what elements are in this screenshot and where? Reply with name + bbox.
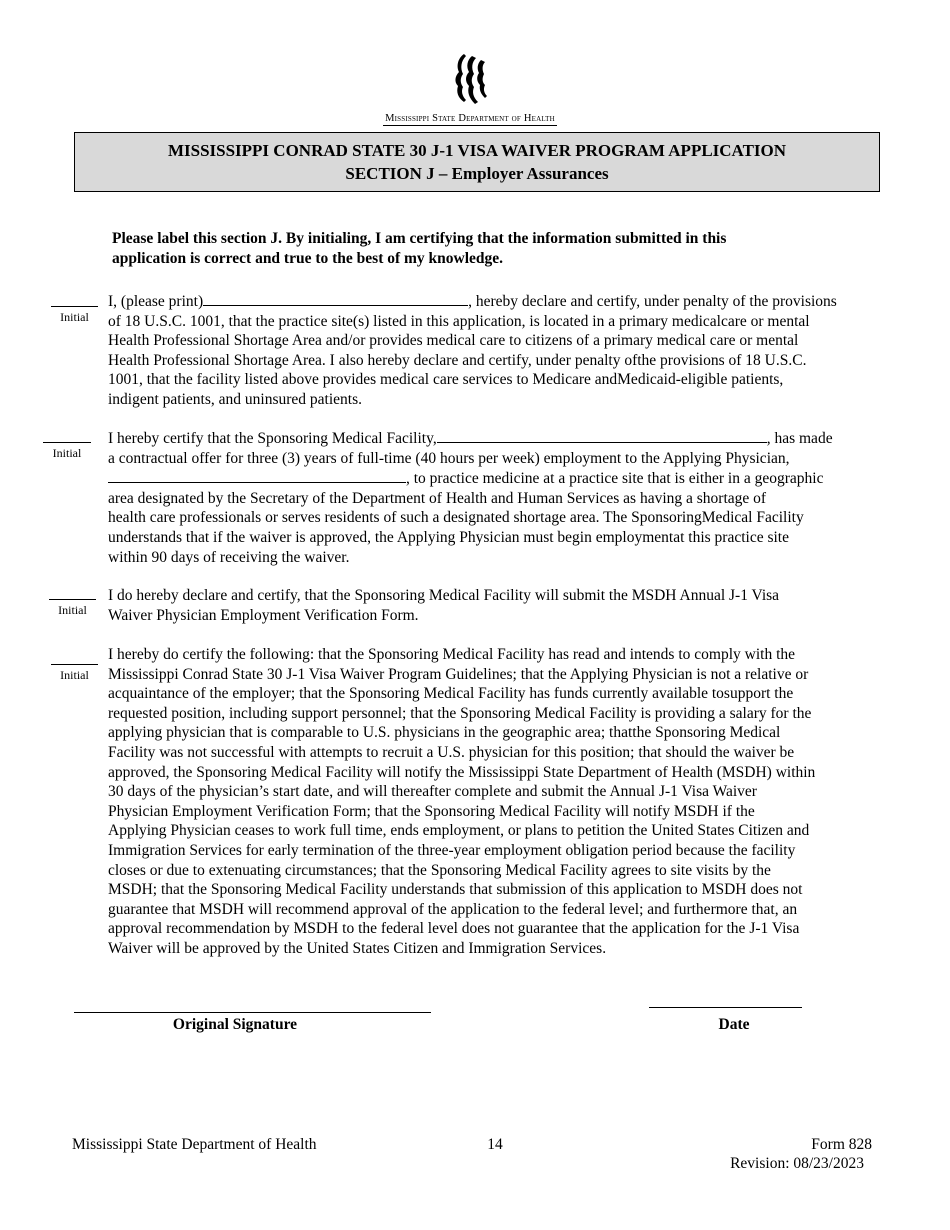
- paragraph-line: approval recommendation by MSDH to the federal level does not guarantee that the application for the J-1 Visa: [108, 920, 800, 938]
- initial-label: Initial: [58, 603, 87, 617]
- initial-field-1[interactable]: [51, 306, 98, 324]
- paragraph-line: applying physician that is comparable to U.S. physicians in the geographic area; thatthe Sponsoring Medical: [108, 724, 781, 742]
- msdh-logo: [360, 52, 580, 126]
- assurance-paragraph-1: [108, 291, 890, 410]
- print-name-label: I, (please print): [108, 293, 204, 310]
- assurance-paragraph-4: [108, 645, 890, 959]
- paragraph-line: Waiver will be approved by the United States Citizen and Immigration Services.: [108, 939, 607, 957]
- paragraph-line: within 90 days of receiving the waiver.: [108, 548, 350, 566]
- paragraph-line: I do hereby declare and certify, that the Sponsoring Medical Facility will submit the MSDH Annual J-1 Visa: [108, 587, 780, 604]
- title-box: [74, 132, 880, 192]
- paragraph-line: understands that if the waiver is approved, the Applying Physician must begin employmentat this practice site: [108, 528, 789, 546]
- msdh-logo-icon: [450, 52, 490, 108]
- section-title: SECTION J – Employer Assurances: [345, 164, 609, 183]
- initial-field-3[interactable]: [49, 599, 96, 617]
- paragraph-line: approved, the Sponsoring Medical Facility will notify the Mississippi State Department of Health (MSDH) within: [108, 763, 816, 781]
- paragraph-line: Waiver Physician Employment Verification Form.: [108, 606, 419, 624]
- facility-label: I hereby certify that the Sponsoring Medical Facility,: [108, 430, 437, 447]
- paragraph-text: , has made: [766, 430, 833, 447]
- paragraph-line: closes or due to extenuating circumstances; that the Sponsoring Medical Facility agrees to site visits by the: [108, 861, 771, 879]
- date-field[interactable]: [649, 1007, 802, 1008]
- paragraph-line: 30 days of the physician’s start date, and will thereafter complete and submit the Annual J-1 Visa Waiver: [108, 783, 757, 801]
- revision-date: Revision: 08/23/2023: [730, 1155, 864, 1172]
- assurance-paragraph-2: [108, 428, 890, 567]
- paragraph-line: a contractual offer for three (3) years of full-time (40 hours per week) employment to the Applying Physician,: [108, 449, 790, 467]
- assurance-paragraph-3: [108, 586, 890, 625]
- paragraph-line: Facility was not successful with attempts to recruit a U.S. physician for this position; that should the waiver be: [108, 743, 795, 761]
- paragraph-line: Health Professional Shortage Area and/or provides medical care to citizens of a primary medical care or mental: [108, 332, 799, 350]
- signature-field[interactable]: [74, 1012, 431, 1013]
- paragraph-line: Applying Physician ceases to work full time, ends employment, or plans to petition the United States Citizen and: [108, 822, 810, 840]
- paragraph-line: indigent patients, and uninsured patients.: [108, 390, 362, 408]
- signature-label: Original Signature: [172, 1016, 298, 1033]
- paragraph-text: , hereby declare and certify, under penalty of the provisions: [468, 293, 837, 310]
- paragraph-line: 1001, that the facility listed above provides medical care services to Medicare andMedicaid-eligible patients,: [108, 371, 784, 389]
- form-number: Form 828: [811, 1136, 872, 1153]
- paragraph-line: guarantee that MSDH will recommend approval of the application to the federal level; and furthermore that, an: [108, 900, 798, 918]
- paragraph-line: I hereby do certify the following: that the Sponsoring Medical Facility has read and intends to comply with the: [108, 646, 796, 663]
- paragraph-line: Mississippi Conrad State 30 J-1 Visa Waiver Program Guidelines; that the Applying Physician is not a relative or: [108, 665, 809, 683]
- paragraph-line: health care professionals or serves residents of such a designated shortage area. The SponsoringMedical Facility: [108, 509, 804, 527]
- print-name-field[interactable]: [203, 291, 468, 306]
- initial-label: Initial: [60, 310, 89, 324]
- initial-label: Initial: [60, 668, 89, 682]
- paragraph-line: requested position, including support personnel; that the Sponsoring Medical Facility is providing a salary for the: [108, 704, 812, 722]
- intro-statement: [112, 229, 812, 269]
- paragraph-line: Health Professional Shortage Area. I also hereby declare and certify, under penalty ofthe provisions of 18 U.S.C.: [108, 351, 807, 369]
- paragraph-line: MSDH; that the Sponsoring Medical Facility understands that submission of this application to MSDH does not: [108, 881, 803, 899]
- intro-line: Please label this section J. By initialing, I am certifying that the information submitted in this: [112, 230, 727, 247]
- logo-text: Mississippi State Department of Health: [385, 113, 555, 124]
- paragraph-line: area designated by the Secretary of the Department of Health and Human Services as having a shortage of: [108, 489, 767, 507]
- paragraph-text: , to practice medicine at a practice site that is either in a geographic: [406, 470, 824, 488]
- paragraph-line: Immigration Services for early termination of the three-year employment obligation period because the facility: [108, 841, 796, 859]
- paragraph-line: of 18 U.S.C. 1001, that the practice site(s) listed in this application, is located in a primary medicalcare or mental: [108, 312, 810, 330]
- initial-field-2[interactable]: [43, 442, 91, 460]
- intro-line: application is correct and true to the best of my knowledge.: [112, 250, 504, 267]
- date-label: Date: [718, 1016, 750, 1033]
- initial-field-4[interactable]: [51, 664, 98, 682]
- initial-label: Initial: [52, 446, 82, 460]
- footer-organization: Mississippi State Department of Health: [72, 1136, 317, 1153]
- page-number: 14: [487, 1136, 503, 1153]
- form-title: MISSISSIPPI CONRAD STATE 30 J-1 VISA WAIVER PROGRAM APPLICATION: [167, 141, 787, 160]
- sponsoring-facility-field[interactable]: [437, 428, 767, 443]
- paragraph-line: acquaintance of the employer; that the Sponsoring Medical Facility has funds currently available tosupport the: [108, 685, 794, 703]
- paragraph-line: Physician Employment Verification Form; that the Sponsoring Medical Facility will notify MSDH if the: [108, 802, 755, 820]
- applying-physician-field[interactable]: [108, 468, 406, 483]
